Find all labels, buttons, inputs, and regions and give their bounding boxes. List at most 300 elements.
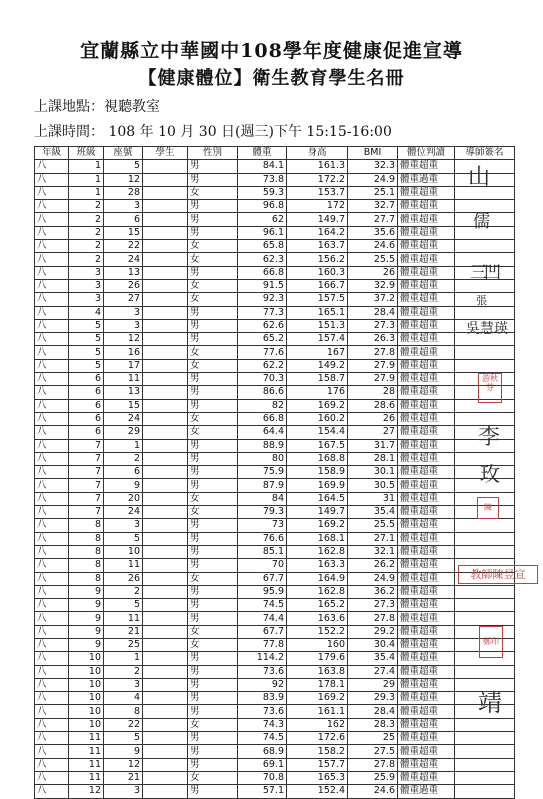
gender-cell: 女	[188, 240, 238, 253]
student-cell	[143, 160, 188, 173]
grade-cell: 八	[35, 559, 69, 572]
grade-cell: 八	[35, 293, 69, 306]
bmi-cell: 35.6	[348, 226, 398, 239]
class-cell: 11	[69, 771, 104, 784]
class-cell: 11	[69, 732, 104, 745]
grade-cell: 八	[35, 319, 69, 332]
gender-cell: 女	[188, 253, 238, 266]
class-cell: 2	[69, 213, 104, 226]
grade-cell: 八	[35, 678, 69, 691]
height-cell: 164.9	[287, 572, 348, 585]
class-cell: 10	[69, 665, 104, 678]
student-cell	[143, 732, 188, 745]
result-cell: 體重超重	[398, 612, 455, 625]
seat-cell: 22	[104, 240, 143, 253]
weight-cell: 76.6	[238, 532, 287, 545]
class-cell: 3	[69, 279, 104, 292]
gender-cell: 女	[188, 625, 238, 638]
table-row	[35, 545, 515, 558]
table-row	[35, 692, 515, 705]
bmi-cell: 27.1	[348, 532, 398, 545]
student-cell	[143, 266, 188, 279]
result-cell: 體重超重	[398, 399, 455, 412]
gender-cell: 女	[188, 279, 238, 292]
result-cell: 體重超重	[398, 466, 455, 479]
signature-8: 靖	[478, 689, 502, 717]
student-cell	[143, 439, 188, 452]
student-cell	[143, 253, 188, 266]
class-cell: 8	[69, 559, 104, 572]
table-row	[35, 585, 515, 598]
result-cell: 體重超重	[398, 545, 455, 558]
student-cell	[143, 426, 188, 439]
seat-cell: 2	[104, 585, 143, 598]
bmi-cell: 26	[348, 266, 398, 279]
bmi-cell: 29.2	[348, 625, 398, 638]
table-row	[35, 200, 515, 213]
table-row	[35, 678, 515, 691]
class-cell: 1	[69, 160, 104, 173]
student-cell	[143, 319, 188, 332]
gender-cell: 男	[188, 319, 238, 332]
table-row	[35, 466, 515, 479]
header-weight: 體重	[238, 147, 287, 160]
weight-cell: 66.8	[238, 266, 287, 279]
class-cell: 3	[69, 266, 104, 279]
teacher-signature-cell	[455, 665, 515, 678]
result-cell: 體重過重	[398, 173, 455, 186]
result-cell: 體重超重	[398, 519, 455, 532]
student-cell	[143, 333, 188, 346]
table-row	[35, 599, 515, 612]
grade-cell: 八	[35, 173, 69, 186]
table-row	[35, 173, 515, 186]
grade-cell: 八	[35, 532, 69, 545]
result-cell: 體重超重	[398, 652, 455, 665]
bmi-cell: 31	[348, 492, 398, 505]
result-cell: 體重超重	[398, 771, 455, 784]
grade-cell: 八	[35, 226, 69, 239]
result-cell: 體重超重	[398, 306, 455, 319]
table-row	[35, 399, 515, 412]
bmi-cell: 27.8	[348, 758, 398, 771]
weight-cell: 64.4	[238, 426, 287, 439]
grade-cell: 八	[35, 705, 69, 718]
height-cell: 166.7	[287, 279, 348, 292]
header-result: 體位判讀	[398, 147, 455, 160]
weight-cell: 62.6	[238, 319, 287, 332]
bmi-cell: 29	[348, 678, 398, 691]
weight-cell: 66.8	[238, 412, 287, 425]
seat-cell: 5	[104, 160, 143, 173]
grade-cell: 八	[35, 771, 69, 784]
seat-cell: 11	[104, 612, 143, 625]
weight-cell: 65.2	[238, 333, 287, 346]
gender-cell: 男	[188, 226, 238, 239]
weight-cell: 85.1	[238, 545, 287, 558]
weight-cell: 73	[238, 519, 287, 532]
result-cell: 體重超重	[398, 559, 455, 572]
seat-cell: 3	[104, 200, 143, 213]
grade-cell: 八	[35, 665, 69, 678]
grade-cell: 八	[35, 585, 69, 598]
result-cell: 體重過重	[398, 785, 455, 798]
header-grade: 年級	[35, 147, 69, 160]
table-row	[35, 745, 515, 758]
grade-cell: 八	[35, 466, 69, 479]
gender-cell: 男	[188, 665, 238, 678]
height-cell: 178.1	[287, 678, 348, 691]
class-cell: 6	[69, 373, 104, 386]
seat-cell: 2	[104, 665, 143, 678]
seat-cell: 3	[104, 306, 143, 319]
gender-cell: 男	[188, 452, 238, 465]
weight-cell: 84.1	[238, 160, 287, 173]
bmi-cell: 30.1	[348, 466, 398, 479]
gender-cell: 女	[188, 346, 238, 359]
grade-cell: 八	[35, 306, 69, 319]
class-cell: 8	[69, 519, 104, 532]
gender-cell: 男	[188, 160, 238, 173]
seat-cell: 21	[104, 771, 143, 784]
height-cell: 172	[287, 200, 348, 213]
class-cell: 9	[69, 638, 104, 651]
class-cell: 2	[69, 226, 104, 239]
bmi-cell: 28.4	[348, 705, 398, 718]
grade-cell: 八	[35, 692, 69, 705]
teacher-signature-cell	[455, 359, 515, 372]
table-row	[35, 319, 515, 332]
weight-cell: 83.9	[238, 692, 287, 705]
table-row	[35, 758, 515, 771]
signature-4: 張	[476, 294, 487, 307]
table-row	[35, 293, 515, 306]
student-cell	[143, 452, 188, 465]
grade-cell: 八	[35, 186, 69, 199]
height-cell: 163.8	[287, 665, 348, 678]
seat-cell: 3	[104, 678, 143, 691]
seat-cell: 6	[104, 213, 143, 226]
gender-cell: 男	[188, 306, 238, 319]
bmi-cell: 24.6	[348, 785, 398, 798]
weight-cell: 74.3	[238, 718, 287, 731]
teacher-signature-cell	[455, 519, 515, 532]
seat-cell: 5	[104, 732, 143, 745]
result-cell: 體重超重	[398, 439, 455, 452]
bmi-cell: 27	[348, 426, 398, 439]
grade-cell: 八	[35, 599, 69, 612]
height-cell: 151.3	[287, 319, 348, 332]
weight-cell: 74.5	[238, 599, 287, 612]
gender-cell: 男	[188, 559, 238, 572]
grade-cell: 八	[35, 612, 69, 625]
result-cell: 體重超重	[398, 186, 455, 199]
class-cell: 3	[69, 293, 104, 306]
grade-cell: 八	[35, 638, 69, 651]
header-bmi: BMI	[348, 147, 398, 160]
weight-cell: 95.9	[238, 585, 287, 598]
teacher-signature-cell	[455, 745, 515, 758]
height-cell: 160	[287, 638, 348, 651]
table-row	[35, 253, 515, 266]
signature-2: 儒	[473, 212, 490, 232]
gender-cell: 男	[188, 439, 238, 452]
height-cell: 172.2	[287, 173, 348, 186]
class-cell: 1	[69, 173, 104, 186]
grade-cell: 八	[35, 346, 69, 359]
height-cell: 157.7	[287, 758, 348, 771]
result-cell: 體重超重	[398, 585, 455, 598]
table-row	[35, 386, 515, 399]
student-cell	[143, 705, 188, 718]
seat-cell: 16	[104, 346, 143, 359]
table-row	[35, 732, 515, 745]
teacher-signature-cell	[455, 585, 515, 598]
height-cell: 165.1	[287, 306, 348, 319]
seat-cell: 11	[104, 559, 143, 572]
teacher-signature-cell	[455, 612, 515, 625]
seat-cell: 2	[104, 452, 143, 465]
class-cell: 9	[69, 599, 104, 612]
grade-cell: 八	[35, 439, 69, 452]
student-cell	[143, 373, 188, 386]
gender-cell: 男	[188, 399, 238, 412]
table-row	[35, 346, 515, 359]
table-row	[35, 359, 515, 372]
bmi-cell: 32.3	[348, 160, 398, 173]
teacher-signature-cell	[455, 785, 515, 798]
bmi-cell: 37.2	[348, 293, 398, 306]
bmi-cell: 25.5	[348, 253, 398, 266]
header-student: 學生	[143, 147, 188, 160]
height-cell: 162	[287, 718, 348, 731]
seat-cell: 15	[104, 226, 143, 239]
title-line-2: 【健康體位】衛生教育學生名冊	[138, 68, 405, 89]
gender-cell: 男	[188, 173, 238, 186]
table-row	[35, 519, 515, 532]
height-cell: 158.7	[287, 373, 348, 386]
height-cell: 152.2	[287, 625, 348, 638]
weight-cell: 70.8	[238, 771, 287, 784]
seat-cell: 13	[104, 386, 143, 399]
weight-cell: 73.6	[238, 665, 287, 678]
height-cell: 163.7	[287, 240, 348, 253]
bmi-cell: 27.4	[348, 665, 398, 678]
seat-cell: 4	[104, 692, 143, 705]
weight-cell: 75.9	[238, 466, 287, 479]
seal-stamp-3: 鄭印	[479, 626, 503, 658]
class-cell: 6	[69, 399, 104, 412]
seat-cell: 24	[104, 412, 143, 425]
class-cell: 9	[69, 585, 104, 598]
class-cell: 2	[69, 200, 104, 213]
student-cell	[143, 572, 188, 585]
student-cell	[143, 545, 188, 558]
signature-7: 玫	[480, 462, 500, 486]
class-cell: 8	[69, 545, 104, 558]
result-cell: 體重超重	[398, 479, 455, 492]
seat-cell: 20	[104, 492, 143, 505]
table-row	[35, 785, 515, 798]
table-row	[35, 186, 515, 199]
gender-cell: 男	[188, 213, 238, 226]
student-cell	[143, 585, 188, 598]
table-row	[35, 373, 515, 386]
student-cell	[143, 599, 188, 612]
table-row	[35, 266, 515, 279]
bmi-cell: 32.1	[348, 545, 398, 558]
result-cell: 體重超重	[398, 412, 455, 425]
class-cell: 6	[69, 426, 104, 439]
class-cell: 10	[69, 705, 104, 718]
gender-cell: 女	[188, 638, 238, 651]
gender-cell: 男	[188, 545, 238, 558]
result-cell: 體重超重	[398, 253, 455, 266]
signature-6: 李	[478, 425, 501, 450]
seat-cell: 26	[104, 279, 143, 292]
seat-cell: 3	[104, 785, 143, 798]
teacher-signature-cell	[455, 599, 515, 612]
grade-cell: 八	[35, 279, 69, 292]
table-row	[35, 665, 515, 678]
seat-cell: 5	[104, 532, 143, 545]
seat-cell: 11	[104, 373, 143, 386]
class-cell: 8	[69, 572, 104, 585]
bmi-cell: 27.8	[348, 612, 398, 625]
height-cell: 169.9	[287, 479, 348, 492]
weight-cell: 77.6	[238, 346, 287, 359]
height-cell: 164.5	[287, 492, 348, 505]
weight-cell: 62	[238, 213, 287, 226]
weight-cell: 77.3	[238, 306, 287, 319]
class-cell: 1	[69, 186, 104, 199]
result-cell: 體重超重	[398, 638, 455, 651]
result-cell: 體重超重	[398, 718, 455, 731]
table-row	[35, 718, 515, 731]
weight-cell: 84	[238, 492, 287, 505]
gender-cell: 男	[188, 692, 238, 705]
seat-cell: 26	[104, 572, 143, 585]
gender-cell: 女	[188, 492, 238, 505]
seat-cell: 12	[104, 758, 143, 771]
header-height: 身高	[287, 147, 348, 160]
class-cell: 11	[69, 758, 104, 771]
height-cell: 157.5	[287, 293, 348, 306]
student-cell	[143, 652, 188, 665]
grade-cell: 八	[35, 452, 69, 465]
table-row	[35, 559, 515, 572]
class-cell: 11	[69, 745, 104, 758]
class-cell: 5	[69, 346, 104, 359]
height-cell: 152.4	[287, 785, 348, 798]
result-cell: 體重超重	[398, 758, 455, 771]
student-cell	[143, 612, 188, 625]
table-row	[35, 412, 515, 425]
header-seat: 座號	[104, 147, 143, 160]
header-class: 班級	[69, 147, 104, 160]
student-cell	[143, 758, 188, 771]
weight-cell: 87.9	[238, 479, 287, 492]
title-line-1: 宜蘭縣立中華國中108學年度健康促進宣導	[80, 40, 463, 62]
student-cell	[143, 240, 188, 253]
weight-cell: 59.3	[238, 186, 287, 199]
weight-cell: 68.9	[238, 745, 287, 758]
class-cell: 9	[69, 612, 104, 625]
class-cell: 7	[69, 452, 104, 465]
result-cell: 體重超重	[398, 200, 455, 213]
seat-cell: 21	[104, 625, 143, 638]
bmi-cell: 27.3	[348, 599, 398, 612]
weight-cell: 92.3	[238, 293, 287, 306]
bmi-cell: 29.3	[348, 692, 398, 705]
student-cell	[143, 638, 188, 651]
table-row	[35, 652, 515, 665]
grade-cell: 八	[35, 545, 69, 558]
result-cell: 體重超重	[398, 293, 455, 306]
teacher-signature-cell	[455, 771, 515, 784]
student-roster-table	[34, 146, 515, 799]
height-cell: 156.2	[287, 253, 348, 266]
teacher-signature-cell	[455, 545, 515, 558]
bmi-cell: 28.4	[348, 306, 398, 319]
height-cell: 169.2	[287, 692, 348, 705]
class-cell: 7	[69, 479, 104, 492]
seat-cell: 10	[104, 545, 143, 558]
result-cell: 體重超重	[398, 452, 455, 465]
height-cell: 167	[287, 346, 348, 359]
height-cell: 158.9	[287, 466, 348, 479]
height-cell: 161.1	[287, 705, 348, 718]
weight-cell: 69.1	[238, 758, 287, 771]
height-cell: 165.2	[287, 599, 348, 612]
class-cell: 7	[69, 506, 104, 519]
seat-cell: 17	[104, 359, 143, 372]
student-cell	[143, 306, 188, 319]
grade-cell: 八	[35, 625, 69, 638]
seat-cell: 6	[104, 466, 143, 479]
height-cell: 164.2	[287, 226, 348, 239]
teacher-name-stamp: 教師陳昱宣	[458, 565, 538, 584]
class-cell: 2	[69, 240, 104, 253]
seat-cell: 3	[104, 319, 143, 332]
student-cell	[143, 678, 188, 691]
bmi-cell: 35.4	[348, 652, 398, 665]
weight-cell: 65.8	[238, 240, 287, 253]
seat-cell: 15	[104, 399, 143, 412]
gender-cell: 女	[188, 718, 238, 731]
gender-cell: 女	[188, 506, 238, 519]
bmi-cell: 24.9	[348, 173, 398, 186]
height-cell: 163.3	[287, 559, 348, 572]
table-row	[35, 240, 515, 253]
weight-cell: 77.8	[238, 638, 287, 651]
gender-cell: 女	[188, 426, 238, 439]
bmi-cell: 26.2	[348, 559, 398, 572]
bmi-cell: 28.6	[348, 399, 398, 412]
bmi-cell: 27.9	[348, 373, 398, 386]
height-cell: 149.7	[287, 213, 348, 226]
bmi-cell: 26.3	[348, 333, 398, 346]
student-cell	[143, 466, 188, 479]
bmi-cell: 28.3	[348, 718, 398, 731]
class-cell: 10	[69, 652, 104, 665]
bmi-cell: 25.9	[348, 771, 398, 784]
grade-cell: 八	[35, 253, 69, 266]
class-cell: 4	[69, 306, 104, 319]
height-cell: 163.6	[287, 612, 348, 625]
weight-cell: 91.5	[238, 279, 287, 292]
weight-cell: 74.5	[238, 732, 287, 745]
